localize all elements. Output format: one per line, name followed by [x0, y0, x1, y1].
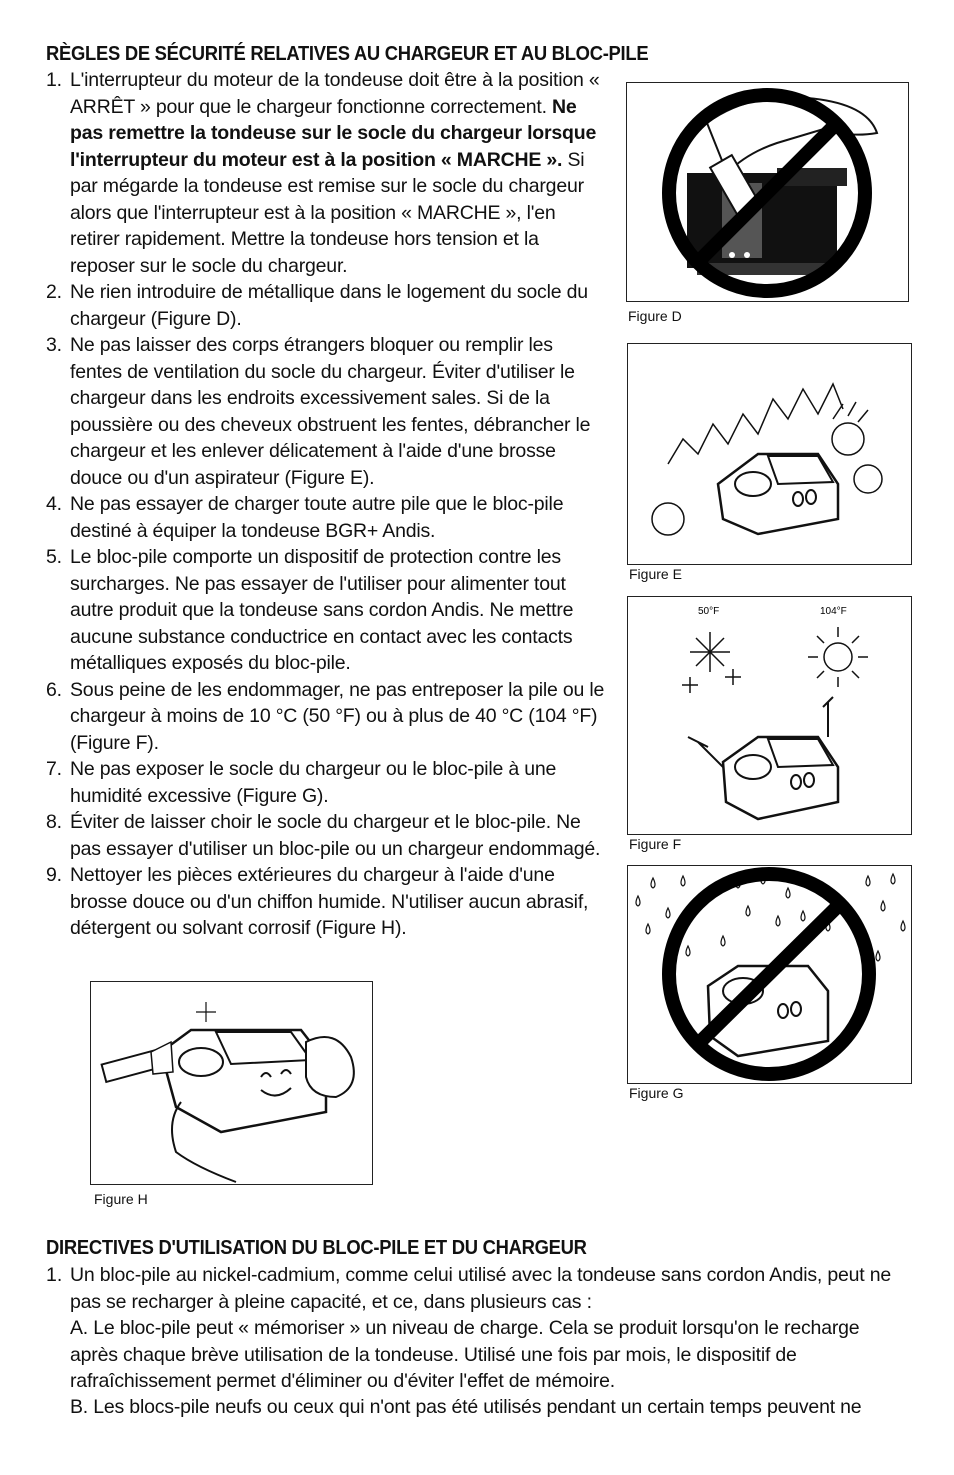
- item-text: Sous peine de les endommager, ne pas entreposer la pile ou le chargeur à moins de 10 °C (50 °F) ou à plus de 40 °C (104 °F) (Figure F).: [70, 678, 605, 754]
- item-bold-warning: Ne pas remettre la tondeuse sur le socle du chargeur lorsque l'interrupteur du moteur est à la position « MARCHE ».: [70, 95, 597, 171]
- temperature-charger-icon: [628, 597, 911, 834]
- small-snowflake-icon: [682, 669, 741, 693]
- item-number: 4.: [46, 493, 62, 515]
- temp-low-label: 50°F: [698, 606, 720, 617]
- list-item: [46, 67, 606, 279]
- figure-e-caption: Figure E: [629, 566, 682, 582]
- figure-g-illustration: [627, 865, 912, 1084]
- figure-g-caption: Figure G: [629, 1085, 684, 1101]
- item-number: 9.: [46, 864, 62, 886]
- item-text: Le bloc-pile comporte un dispositif de protection contre les surcharges. Ne pas essayer de l'utiliser pour alimenter tout autre produit que la tondeuse sans cordon Andis. Ne mettre aucune substance conductrice en contact avec les contacts métalliques exposés du bloc-pile.: [70, 546, 574, 674]
- wet-charger-prohibited-icon: [628, 866, 911, 1083]
- figure-h-caption: Figure H: [94, 1191, 148, 1207]
- item-text: Ne pas exposer le socle du chargeur ou le bloc-pile à une humidité excessive (Figure G).: [70, 758, 557, 807]
- figure-h-illustration: [90, 981, 373, 1185]
- item-text: Ne pas laisser des corps étrangers bloquer ou remplir les fentes de ventilation du socle du chargeur. Éviter d'utiliser le chargeur dans les endroits excessivement sales. Si de la poussière ou des cheveux obstruent les fentes, débrancher le chargeur et les enlever délicatement à l'aide d'une brosse douce ou d'un aspirateur (Figure E).: [70, 334, 591, 489]
- cleaning-charger-icon: [91, 982, 372, 1184]
- item-text-cont: Si par mégarde la tondeuse est remise sur le socle du chargeur alors que l'interrupteur est à la position « MARCHE », l'en retirer rapidement. Mettre la tondeuse hors tension et la reposer sur le socle du chargeur.: [70, 148, 585, 277]
- figure-e-illustration: [627, 343, 912, 565]
- snowflake-icon: [690, 632, 730, 672]
- charger-with-clipper-prohibited-icon: [627, 83, 908, 301]
- list-item: [46, 809, 606, 862]
- section-heading-safety: RÈGLES DE SÉCURITÉ RELATIVES AU CHARGEUR ET AU BLOC-PILE: [46, 43, 649, 65]
- item-number: 6.: [46, 678, 62, 701]
- directive-item-number: 1.: [46, 1264, 63, 1286]
- list-item: [46, 544, 606, 677]
- item-number: 3.: [46, 334, 62, 356]
- item-text: Ne rien introduire de métallique dans le logement du socle du chargeur (Figure D).: [70, 281, 588, 330]
- list-item: [46, 491, 606, 544]
- directive-sub-b: B. Les blocs-pile neufs ou ceux qui n'ont pas été utilisés pendant un certain temps peuvent ne: [70, 1396, 862, 1418]
- figure-d-caption: Figure D: [628, 308, 682, 324]
- directive-item-text: Un bloc-pile au nickel-cadmium, comme celui utilisé avec la tondeuse sans cordon Andis, peut ne pas se recharger à pleine capacité, et ce, dans plusieurs cas :: [70, 1264, 892, 1313]
- list-item: [46, 756, 606, 809]
- list-item: [46, 279, 606, 332]
- item-number: 2.: [46, 281, 62, 303]
- item-text: Nettoyer les pièces extérieures du chargeur à l'aide d'une brosse douce ou d'un chiffon humide. N'utiliser aucun abrasif, détergent ou solvant corrosif (Figure H).: [70, 864, 589, 939]
- item-number: 5.: [46, 546, 62, 568]
- temp-high-label: 104°F: [820, 606, 847, 617]
- list-item: [46, 677, 606, 757]
- section-heading-directives: DIRECTIVES D'UTILISATION DU BLOC-PILE ET DU CHARGEUR: [46, 1237, 587, 1259]
- figure-f-caption: Figure F: [629, 836, 682, 852]
- dusty-charger-icon: [628, 344, 911, 564]
- list-item: [46, 862, 606, 942]
- item-number: 7.: [46, 758, 62, 780]
- item-text: Éviter de laisser choir le socle du chargeur et le bloc-pile. Ne pas essayer d'utiliser un bloc-pile ou un chargeur endommagé.: [70, 811, 601, 860]
- figure-d-illustration: [626, 82, 909, 302]
- safety-rules-list: [46, 67, 606, 942]
- item-number: 8.: [46, 811, 62, 833]
- list-item: [46, 332, 606, 491]
- figure-f-illustration: [627, 596, 912, 835]
- sun-icon: [808, 627, 868, 687]
- item-text: Ne pas essayer de charger toute autre pile que le bloc-pile destiné à équiper la tondeuse BGR+ Andis.: [70, 493, 564, 542]
- item-text: L'interrupteur du moteur de la tondeuse doit être à la position « ARRÊT » pour que le chargeur fonctionne correctement.: [70, 69, 600, 118]
- directive-sub-a: A. Le bloc-pile peut « mémoriser » un niveau de charge. Cela se produit lorsqu'on le recharge après chaque brève utilisation de la tondeuse. Utilisé une fois par mois, le dispositif de rafraîchissement permet d'éliminer ou d'éviter l'effet de mémoire.: [70, 1317, 860, 1392]
- item-number: 1.: [46, 69, 62, 91]
